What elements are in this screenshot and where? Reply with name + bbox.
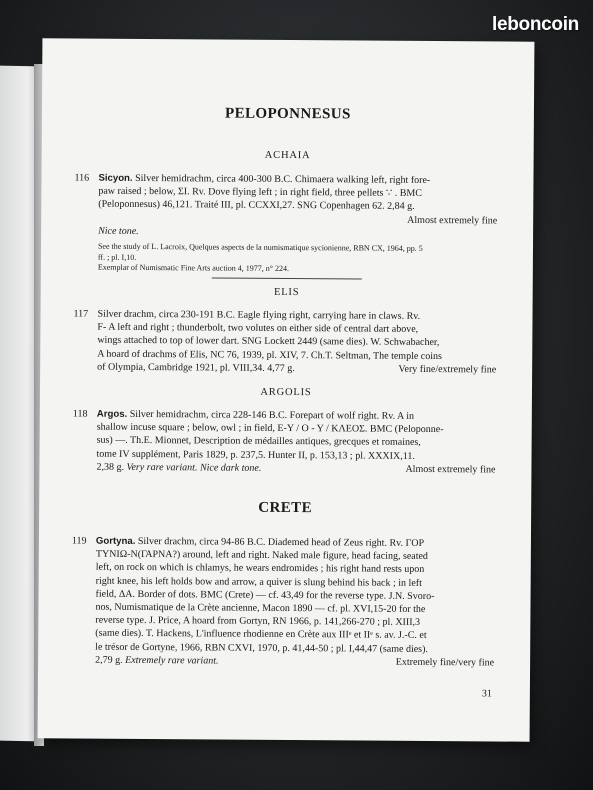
entry-line: ΤΥΝΙΩ-Ν(ΓΑΡΝΑ?) around, left and right. Naked male figure, head facing, seated	[95, 548, 428, 563]
page-number: 31	[481, 688, 492, 700]
catalog-entry-117	[73, 308, 496, 377]
entry-line: (Peloponnesus) 46,121. Traité III, pl. CCXXI,27. SNG Copenhagen 62. 2,84 g.	[98, 199, 415, 213]
entry-line: right knee, his left holds bow and arrow, a quiver is slung behind his back ; in left	[95, 575, 422, 589]
entry-line: Silver hemidrachm, circa 228-146 B.C. Forepart of wolf right. Rv. A in	[129, 408, 415, 422]
region-title-crete: CRETE	[258, 499, 313, 517]
entry-line: Silver drachm, circa 94-86 B.C. Diademed head of Zeus right. Rv. ΓΟΡ	[137, 535, 425, 549]
entry-grade: Very fine/extremely fine	[398, 363, 497, 376]
entry-number: 119	[71, 535, 87, 547]
entry-city: Sicyon.	[98, 172, 133, 184]
entry-city: Argos.	[96, 408, 128, 420]
entry-line: nos, Numismatique de la Crète ancienne, Macon 1890 — cf. pl. XVI,15-20 for the	[95, 601, 426, 615]
leboncoin-watermark: leboncoin	[491, 14, 579, 35]
entry-line: Silver hemidrachm, circa 400-300 B.C. Chimaera walking left, right fore-	[135, 172, 431, 187]
entry-city: Gortyna.	[95, 535, 136, 547]
section-title-achaia: ACHAIA	[264, 149, 311, 162]
entry-line: wings attached to top of lower dart. SNG Lockett 2449 (same dies). W. Schwabacher,	[97, 335, 440, 349]
catalog-entry-116	[74, 172, 498, 276]
entry-number: 118	[72, 408, 88, 420]
entry-weight: 2,38 g.	[96, 461, 124, 473]
entry-remark: Extremely rare variant.	[125, 654, 219, 667]
entry-tone: Nice tone.	[98, 225, 139, 237]
catalog-page	[38, 38, 535, 741]
entry-line: A hoard of drachms of Elis, NC 76, 1939, pl. XIV, 7. Ch.T. Seltman, The temple coins	[97, 348, 442, 362]
entry-remark: Very rare variant. Nice dark tone.	[126, 461, 262, 474]
entry-grade: Almost extremely fine	[405, 463, 496, 476]
entry-line: field, ΔΑ. Border of dots. BMC (Crete) — cf. 43,49 for the reverse type. J.N. Svoro-	[95, 588, 435, 602]
region-title: PELOPONNESUS	[225, 105, 351, 123]
catalog-entry-118	[72, 408, 495, 477]
section-title-elis: ELIS	[273, 286, 300, 299]
entry-line: paw raised ; below, ΣΙ. Rv. Dove flying left ; in right field, three pellets ∵ . BMC	[98, 185, 423, 200]
entry-line: tome IV supplément, Paris 1829, p. 237,5. Hunter II, p. 153,13 ; pl. XXXIX,11.	[96, 448, 415, 462]
entry-line: Silver drachm, circa 230-191 B.C. Eagle flying right, carrying hare in claws. Rv.	[97, 308, 421, 322]
entry-note: Exemplar of Numismatic Fine Arts auction 4, 1977, n° 224.	[97, 262, 290, 274]
entry-note: ff. ; pl. I,10.	[97, 252, 137, 262]
entry-line: sus) —. Th.E. Mionnet, Description de médailles antiques, grecques et romaines,	[96, 435, 421, 449]
entry-line: le trésor de Gortyne, 1966, RBN CXVI, 1970, p. 41,44-50 ; pl. I,44,47 (same dies).	[95, 641, 428, 655]
divider-rule	[212, 277, 362, 279]
section-title-argolis: ARGOLIS	[260, 386, 312, 399]
entry-number: 117	[73, 308, 89, 320]
entry-line: reverse type. J. Price, A hoard from Gortyn, RN 1966, p. 141,266-270 ; pl. XIII,3	[95, 614, 421, 629]
entry-grade: Almost extremely fine	[407, 214, 498, 227]
entry-weight: 2,79 g.	[95, 654, 123, 666]
entry-line: F- A left and right ; thunderbolt, two volutes on either side of central dart above,	[97, 321, 419, 336]
entry-grade: Extremely fine/very fine	[395, 656, 495, 669]
entry-note: See the study of L. Lacroix, Quelques aspects de la numismatique sycionienne, RBN CX, 1964, pp. 5	[97, 241, 423, 253]
entry-line: shallow incuse square ; below, owl ; in field, E-Y / O - Y / ΚΛΕΟΣ. BMC (Peloponne-	[96, 421, 444, 436]
entry-number: 116	[74, 172, 90, 184]
entry-line: left, on rock on which is chlamys, he wears endromides ; his right hand rests upon	[95, 562, 425, 576]
entry-line: (same dies). T. Hackens, L'influence rhodienne en Crète aux IIIᵉ et IIᵉ s. av. J.-C. et	[95, 628, 427, 642]
entry-line: of Olympia, Cambridge 1921, pl. VIII,34. 4,77 g.	[97, 361, 295, 374]
catalog-entry-119	[71, 535, 495, 670]
